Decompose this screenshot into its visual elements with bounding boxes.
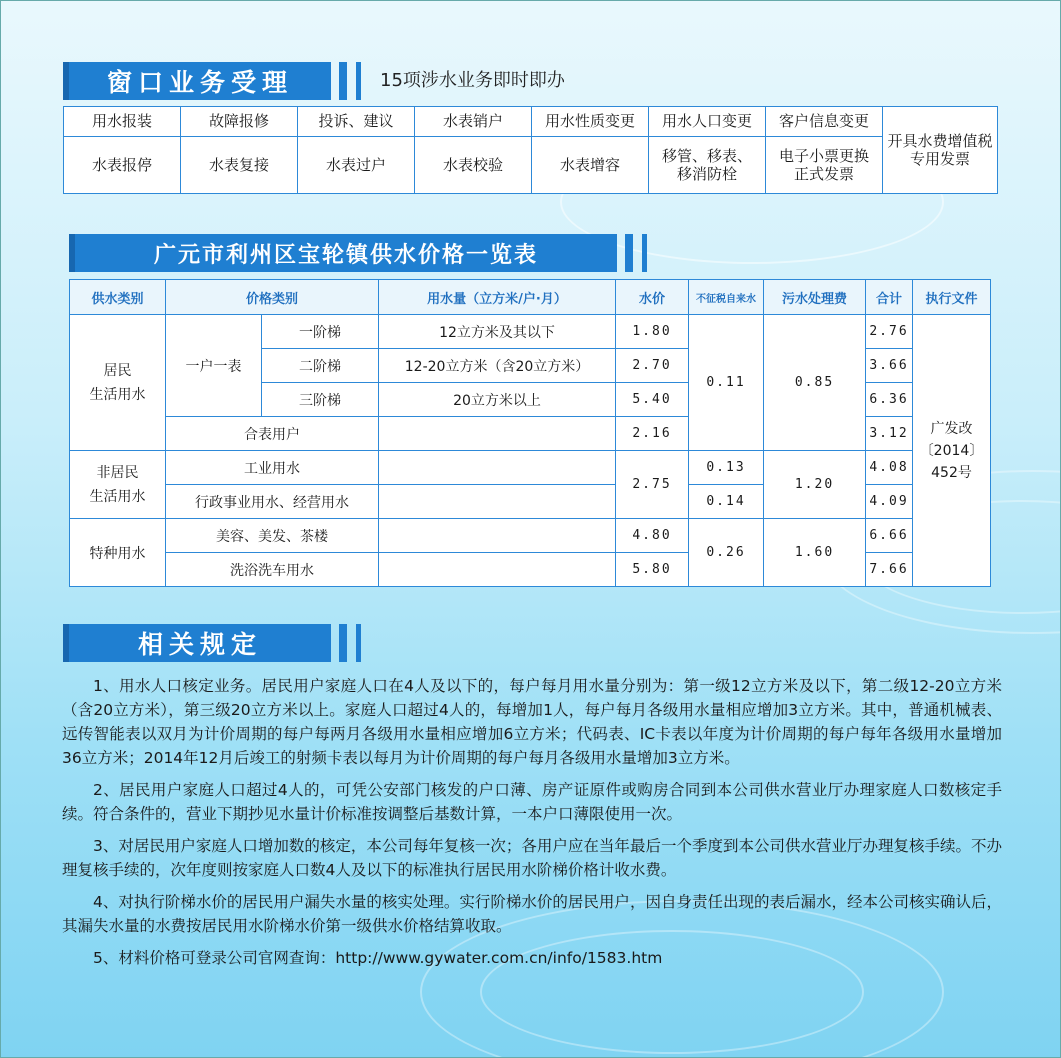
usage-name: 美容、美发、茶楼 [166, 519, 379, 553]
table-row [64, 107, 998, 137]
tier-volume: 12-20立方米（含20立方米） [379, 349, 616, 383]
document-text: 〔2014〕 [919, 442, 984, 459]
service-item: 用水性质变更 [532, 107, 649, 137]
service-item: 移管、移表、移消防栓 [649, 136, 766, 193]
column-header: 污水处理费 [764, 280, 866, 315]
document-text: 广发改 [930, 420, 973, 437]
untaxed-fee: 0.11 [689, 315, 764, 451]
rule-paragraph-link: 5、材料价格可登录公司官网查询：http://www.gywater.com.cn/info/1583.htm [93, 949, 663, 967]
document-ref [913, 315, 991, 587]
service-item: 电子小票更换正式发票 [766, 136, 883, 193]
service-item: 水表报停 [64, 136, 181, 193]
sub-category: 一户一表 [166, 315, 262, 417]
category-label: 生活用水 [89, 386, 146, 403]
column-header: 水价 [616, 280, 689, 315]
rule-paragraph: 4、对执行阶梯水价的居民用户漏失水量的核实处理。实行阶梯水价的居民用户，因自身责任出现的表后漏水，经本公司核实确认后，其漏失水量的水费按居民用水阶梯水价第一级供水价格结算收取。 [62, 893, 1002, 935]
service-item: 水表复接 [181, 136, 298, 193]
banner-accent [642, 234, 647, 272]
service-item: 投诉、建议 [298, 107, 415, 137]
document-text: 452号 [931, 464, 972, 481]
banner-accent [339, 624, 347, 662]
service-item: 故障报修 [181, 107, 298, 137]
usage-name: 工业用水 [166, 451, 379, 485]
table-row [70, 315, 991, 349]
usage-name: 洗浴洗车用水 [166, 553, 379, 587]
banner-accent [339, 62, 347, 100]
water-price: 2.75 [616, 451, 689, 519]
service-table [63, 106, 998, 194]
tier-volume: 20立方米以上 [379, 383, 616, 417]
usage-volume [379, 451, 616, 485]
tier-volume: 12立方米及其以下 [379, 315, 616, 349]
category-nonresident [70, 451, 166, 519]
sewage-fee: 0.85 [764, 315, 866, 451]
usage-volume [379, 519, 616, 553]
category-special: 特种用水 [70, 519, 166, 587]
window-section-tagline: 15项涉水业务即时即办 [380, 70, 565, 91]
banner-accent [356, 62, 361, 100]
water-price: 4.80 [616, 519, 689, 553]
shared-meter: 合表用户 [166, 417, 379, 451]
rules-section-title-text: 相关规定 [137, 630, 262, 659]
total-price: 3.66 [866, 349, 913, 383]
service-item: 用水报装 [64, 107, 181, 137]
service-item: 用水人口变更 [649, 107, 766, 137]
total-price: 2.76 [866, 315, 913, 349]
service-item: 水表过户 [298, 136, 415, 193]
category-resident [70, 315, 166, 451]
window-section-title-text: 窗口业务受理 [106, 68, 293, 97]
price-section-title-text: 广元市利州区宝轮镇供水价格一览表 [153, 242, 538, 268]
column-header: 不征税自来水 [689, 280, 764, 315]
total-price: 4.08 [866, 451, 913, 485]
sewage-fee: 1.60 [764, 519, 866, 587]
service-item-invoice: 开具水费增值税专用发票 [883, 107, 998, 194]
total-price: 3.12 [866, 417, 913, 451]
column-header: 用水量（立方米/户·月） [379, 280, 616, 315]
banner-accent [625, 234, 633, 272]
tier-name: 三阶梯 [262, 383, 379, 417]
rule-paragraph: 3、对居民用户家庭人口增加数的核定，本公司每年复核一次；各用户应在当年最后一个季度到本公司供水营业厅办理复核手续。不办理复核手续的，次年度则按家庭人口数4人及以下的标准执行居民用水阶梯价格计收水费。 [62, 837, 1002, 879]
water-price: 5.80 [616, 553, 689, 587]
price-section-title [69, 234, 617, 272]
table-row [70, 451, 991, 485]
usage-volume [379, 553, 616, 587]
price-table [69, 279, 991, 587]
usage-volume [379, 485, 616, 519]
service-item: 水表销户 [415, 107, 532, 137]
service-item: 水表增容 [532, 136, 649, 193]
table-header-row [70, 280, 991, 315]
window-section-title [63, 62, 331, 100]
column-header: 执行文件 [913, 280, 991, 315]
tier-name: 一阶梯 [262, 315, 379, 349]
tier-volume [379, 417, 616, 451]
untaxed-fee: 0.14 [689, 485, 764, 519]
untaxed-fee: 0.26 [689, 519, 764, 587]
tier-name: 二阶梯 [262, 349, 379, 383]
rule-paragraph: 1、用水人口核定业务。居民用户家庭人口在4人及以下的，每户每月用水量分别为：第一级12立方米及以下，第二级12-20立方米（含20立方米），第三级20立方米以上。家庭人口超过4人的，每增加1人，每户每月各级用水量相应增加3立方米。其中，普通机械表、远传智能表以双月为计价周期的每户每两月各级用水量相应增加6立方米；代码表、IC卡表以年度为计价周期的每户每年各级用水量增加36立方米；2014年12月后竣工的射频卡表以每月为计价周期的每户每月各级用水量增加3立方米。 [62, 677, 1002, 767]
table-row [64, 136, 998, 193]
rules-text [62, 674, 1002, 970]
category-label: 非居民 [96, 464, 139, 481]
water-price: 1.80 [616, 315, 689, 349]
untaxed-fee: 0.13 [689, 451, 764, 485]
total-price: 7.66 [866, 553, 913, 587]
rules-section-title [63, 624, 331, 662]
water-price: 2.16 [616, 417, 689, 451]
column-header: 价格类别 [166, 280, 379, 315]
column-header: 供水类别 [70, 280, 166, 315]
water-price: 5.40 [616, 383, 689, 417]
total-price: 6.66 [866, 519, 913, 553]
rule-paragraph: 2、居民用户家庭人口超过4人的，可凭公安部门核发的户口薄、房产证原件或购房合同到本公司供水营业厅办理家庭人口数核定手续。符合条件的，营业下期抄见水量计价标准按调整后基数计算，一本户口薄限使用一次。 [62, 781, 1002, 823]
category-label: 居民 [103, 362, 132, 379]
total-price: 6.36 [866, 383, 913, 417]
service-item: 客户信息变更 [766, 107, 883, 137]
usage-name: 行政事业用水、经营用水 [166, 485, 379, 519]
service-item: 水表校验 [415, 136, 532, 193]
column-header: 合计 [866, 280, 913, 315]
sewage-fee: 1.20 [764, 451, 866, 519]
banner-accent [356, 624, 361, 662]
table-row [70, 519, 991, 553]
total-price: 4.09 [866, 485, 913, 519]
water-price: 2.70 [616, 349, 689, 383]
category-label: 生活用水 [89, 488, 146, 505]
